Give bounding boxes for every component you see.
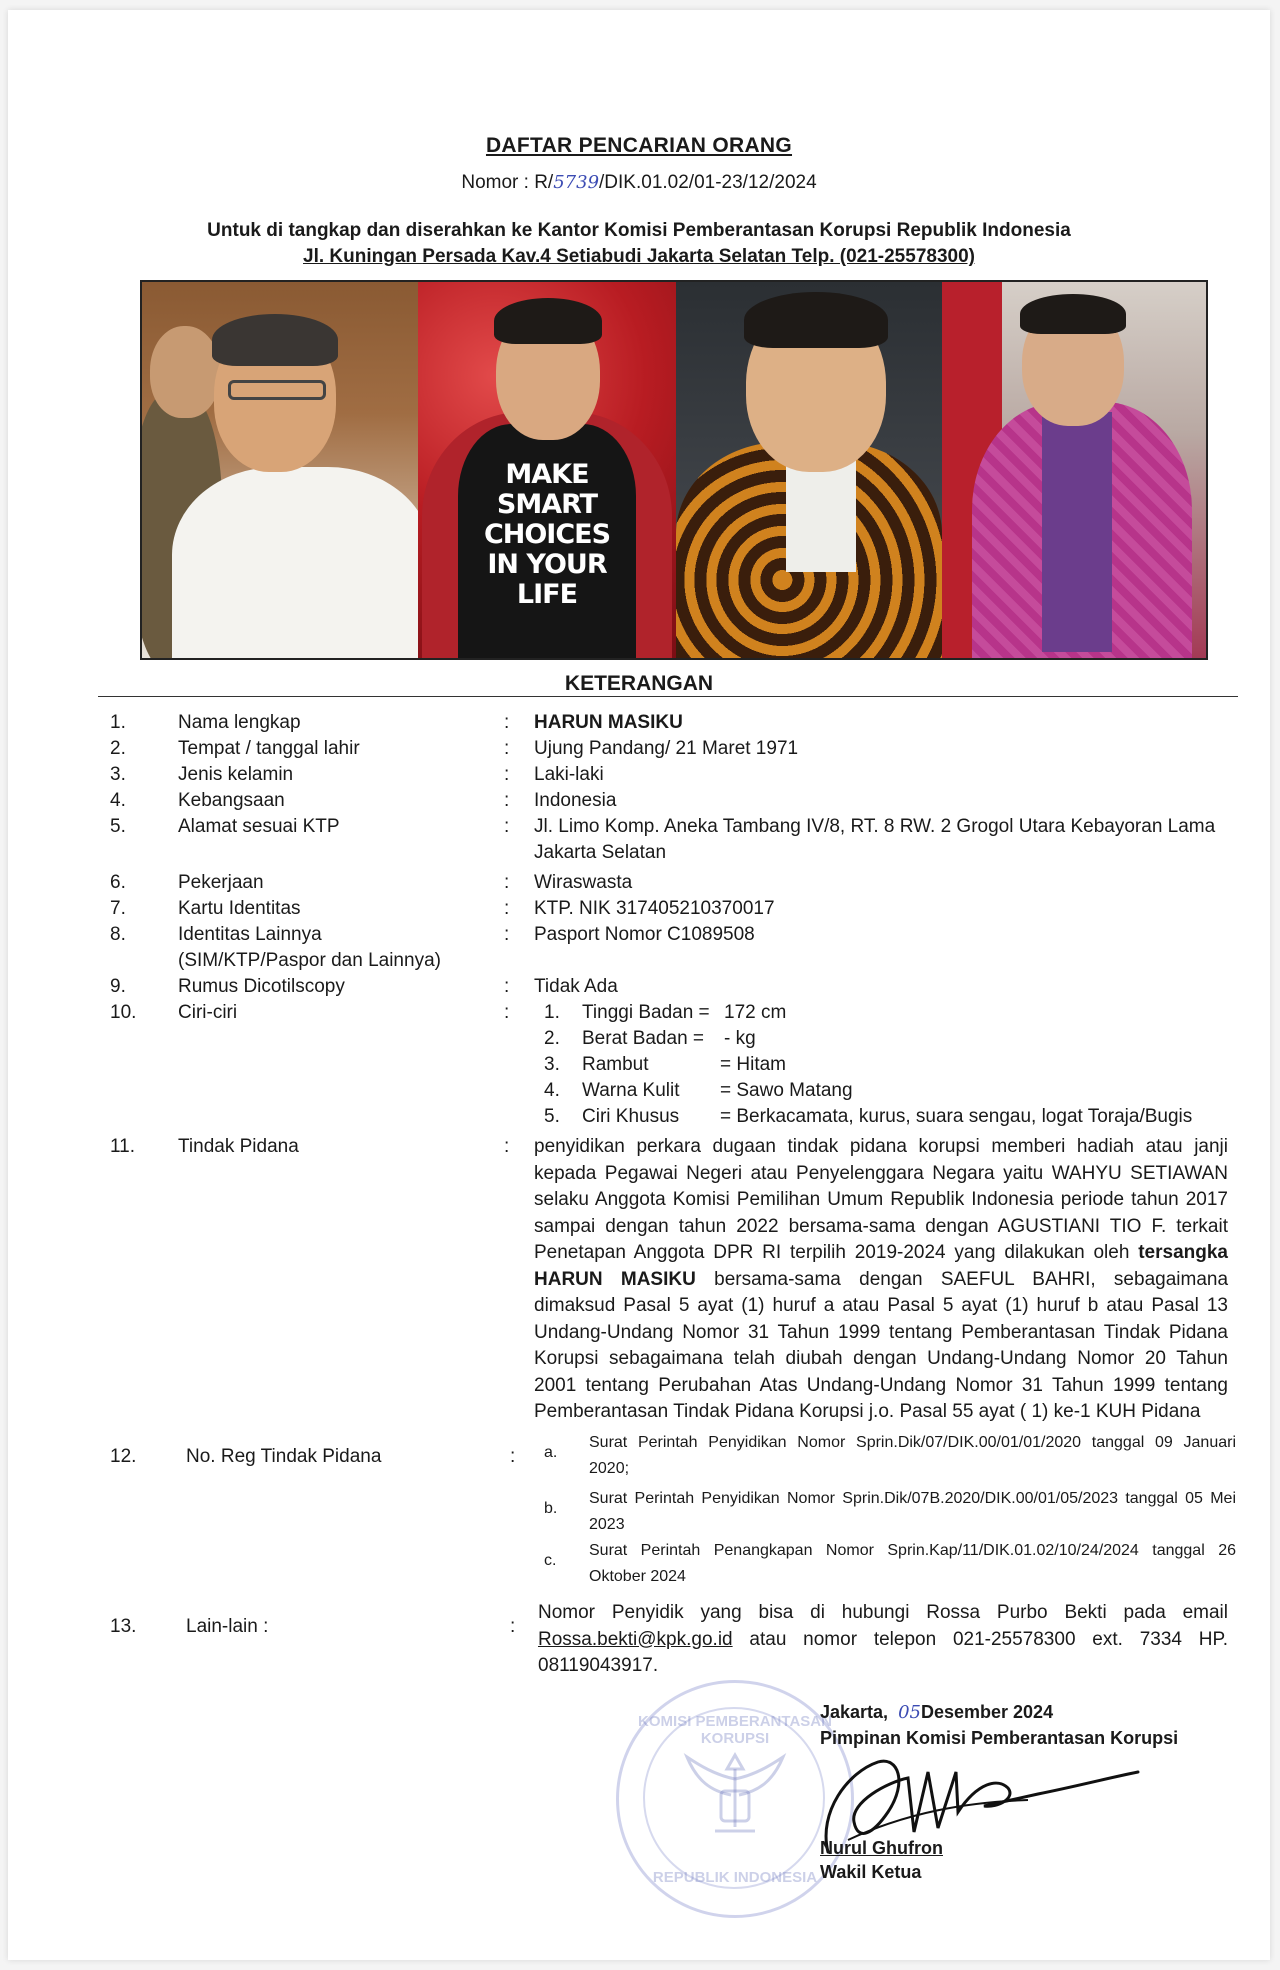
handwritten-day: 05 [898,1702,921,1723]
signatory-name: Nurul Ghufron [820,1838,943,1858]
document-page: DAFTAR PENCARIAN ORANG Nomor : R/5739/DIK.01.02/01-23/12/2024 Untuk di tangkap dan diserahkan ke Kantor Komisi Pemberantasan Korupsi Republik Indonesia Jl. Kuningan Persada Kav.4 Setiabudi Jakarta Selatan Telp. (021-25578300) MAKE SMART CHOICES IN YOUR LIFE KETERANGAN 1. Nama lengkap : HARUN MASIKU 2. Tempat / tanggal lahir : Ujung Pandang/ 21 Maret 1971 3. Jenis kelamin : Laki-laki 4. Kebangsaan : Indonesia 5. Alamat sesuai KTP : Jl. Limo Komp. Aneka Tambang IV/8, RT. 8 RW. 2 Grogol Utara Kebayoran Lama Jakarta Selatan 6. Pekerjaan : Wiraswasta 7. Kartu Identitas : KTP. NIK 317405210370017 8. Identitas Lainnya (SIM/KTP/Paspor dan Lainnya) : Pasport Nomor C1089508 9. Rumus Dicotilscopy : Tidak Ada 10. Ciri-ciri : 1. Tinggi Badan = 172 cm 2. Berat Badan = - kg 3. Rambut = Hitam 4. Warna Kulit = Sawo Matang 5. Ciri Khusus = Berkacamata, kurus, suara sengau, logat Toraja/Bugis 11. Tindak Pidana : penyidikan perkara dugaan tindak pidana korupsi memberi hadiah atau janji kepada Pegawai Negeri atau Penyelenggara Negara yaitu WAHYU SETIAWAN selaku Anggota Komisi Pemilihan Umum Republik Indonesia periode tahun 2017 sampai dengan tahun 2022 bersama-sama dengan AGUSTIANI TIO F. terkait Penetapan Anggota DPR RI terpilih 2019-2024 yang dilakukan oleh tersangka HARUN MASIKU bersama-sama dengan SAEFUL BAHRI, sebagaimana dimaksud Pasal 5 ayat (1) huruf a atau Pasal 5 ayat (1) huruf b atau Pasal 13 Undang-Undang Nomor 31 Tahun 1999 tentang Pemberantasan Tindak Pidana Korupsi sebagaimana telah diubah dengan Undang-Undang Nomor 20 Tahun 2001 tentang Perubahan Atas Undang-Undang Nomor 31 Tahun 1999 tentang Pemberantasan Tindak Pidana Korupsi j.o. Pasal 55 ayat ( 1) ke-1 KUH Pidana 12. No. Reg Tindak Pidana : a. Surat Perintah Penyidikan Nomor Sprin.Dik/07/DIK.00/01/01/2020 tanggal 09 Januari 2020; b. Surat Perintah Penyidikan Nomor Sprin.Dik/07B.2020/DIK.00/01/05/2023 tanggal 05 Mei 2023 c. Surat Perintah Penangkapan Nomor Sprin.Kap/11/DIK.01.02/10/24/2024 tanggal 26 Oktober 2024 13. Lain-lain : : Nomor Penyidik yang bisa di hubungi Rossa Purbo Bekti pada email Rossa.bekti@kpk.go.id atau nomor telepon 021-25578300 ext. 7334 HP. 08119043917. KOMISI PEMBERANTASAN KORUPSI REPUBLIK INDONESIA Jakarta, 05Desember 2024 Pimpinan Komisi Pemberantasan Korupsi Nurul Ghufron Wakil Ketua [8,10,1270,1960]
photo-strip [140,280,1208,660]
suspect-photo-4 [942,282,1206,658]
official-seal-stamp: KOMISI PEMBERANTASAN KORUPSI REPUBLIK INDONESIA [616,1680,854,1918]
ciri-item: 3. Rambut = Hitam [544,1054,786,1075]
signature-office: Pimpinan Komisi Pemberantasan Korupsi [820,1728,1179,1748]
instruction-line-1: Untuk di tangkap dan diserahkan ke Kantor Komisi Pemberantasan Korupsi Republik Indonesia [207,220,1071,241]
ciri-item: 4. Warna Kulit = Sawo Matang [544,1080,853,1101]
investigator-email-link[interactable]: Rossa.bekti@kpk.go.id [538,1628,733,1650]
lain-lain-text: Nomor Penyidik yang bisa di hubungi Rossa Purbo Bekti pada email Rossa.bekti@kpk.go.id atau nomor telepon 021-25578300 ext. 7334 HP. 08119043917. [538,1602,1228,1676]
tindak-pidana-text: penyidikan perkara dugaan tindak pidana korupsi memberi hadiah atau janji kepada Pegawai Negeri atau Penyelenggara Negara yaitu WAHYU SETIAWAN selaku Anggota Komisi Pemilihan Umum Republik Indonesia periode tahun 2017 sampai dengan tahun 2022 bersama-sama dengan AGUSTIANI TIO F. terkait Penetapan Anggota DPR RI terpilih 2019-2024 yang dilakukan oleh tersangka HARUN MASIKU bersama-sama dengan SAEFUL BAHRI, sebagaimana dimaksud Pasal 5 ayat (1) huruf a atau Pasal 5 ayat (1) huruf b atau Pasal 13 Undang-Undang Nomor 31 Tahun 1999 tentang Pemberantasan Tindak Pidana Korupsi sebagaimana telah diubah dengan Undang-Undang Nomor 20 Tahun 2001 tentang Perubahan Atas Undang-Undang Nomor 31 Tahun 1999 tentang Pemberantasan Tindak Pidana Korupsi j.o. Pasal 55 ayat ( 1) ke-1 KUH Pidana [534,1136,1229,1422]
ciri-item: 5. Ciri Khusus = Berkacamata, kurus, suara sengau, logat Toraja/Bugis [544,1106,1193,1127]
document-number: Nomor : R/5739/DIK.01.02/01-23/12/2024 [461,172,817,193]
ciri-item: 1. Tinggi Badan = 172 cm [544,1002,787,1023]
section-title: KETERANGAN [564,672,714,695]
suspect-photo-2 [418,282,676,658]
garuda-emblem-icon [675,1735,795,1855]
ciri-item: 2. Berat Badan = - kg [544,1028,756,1049]
suspect-photo-3 [676,282,942,658]
handwritten-number: 5739 [553,172,600,193]
instruction-line-2: Jl. Kuningan Persada Kav.4 Setiabudi Jakarta Selatan Telp. (021-25578300) [303,246,975,267]
suspect-photo-1 [142,282,418,658]
signature-date: Jakarta, 05Desember 2024 [820,1702,1054,1723]
ciri-list [534,1000,1228,1130]
shirt-slogan: MAKE SMART CHOICES IN YOUR LIFE [483,459,611,610]
section-divider [98,696,1238,697]
document-title: DAFTAR PENCARIAN ORANG [485,134,793,157]
signatory-position: Wakil Ketua [820,1862,922,1882]
